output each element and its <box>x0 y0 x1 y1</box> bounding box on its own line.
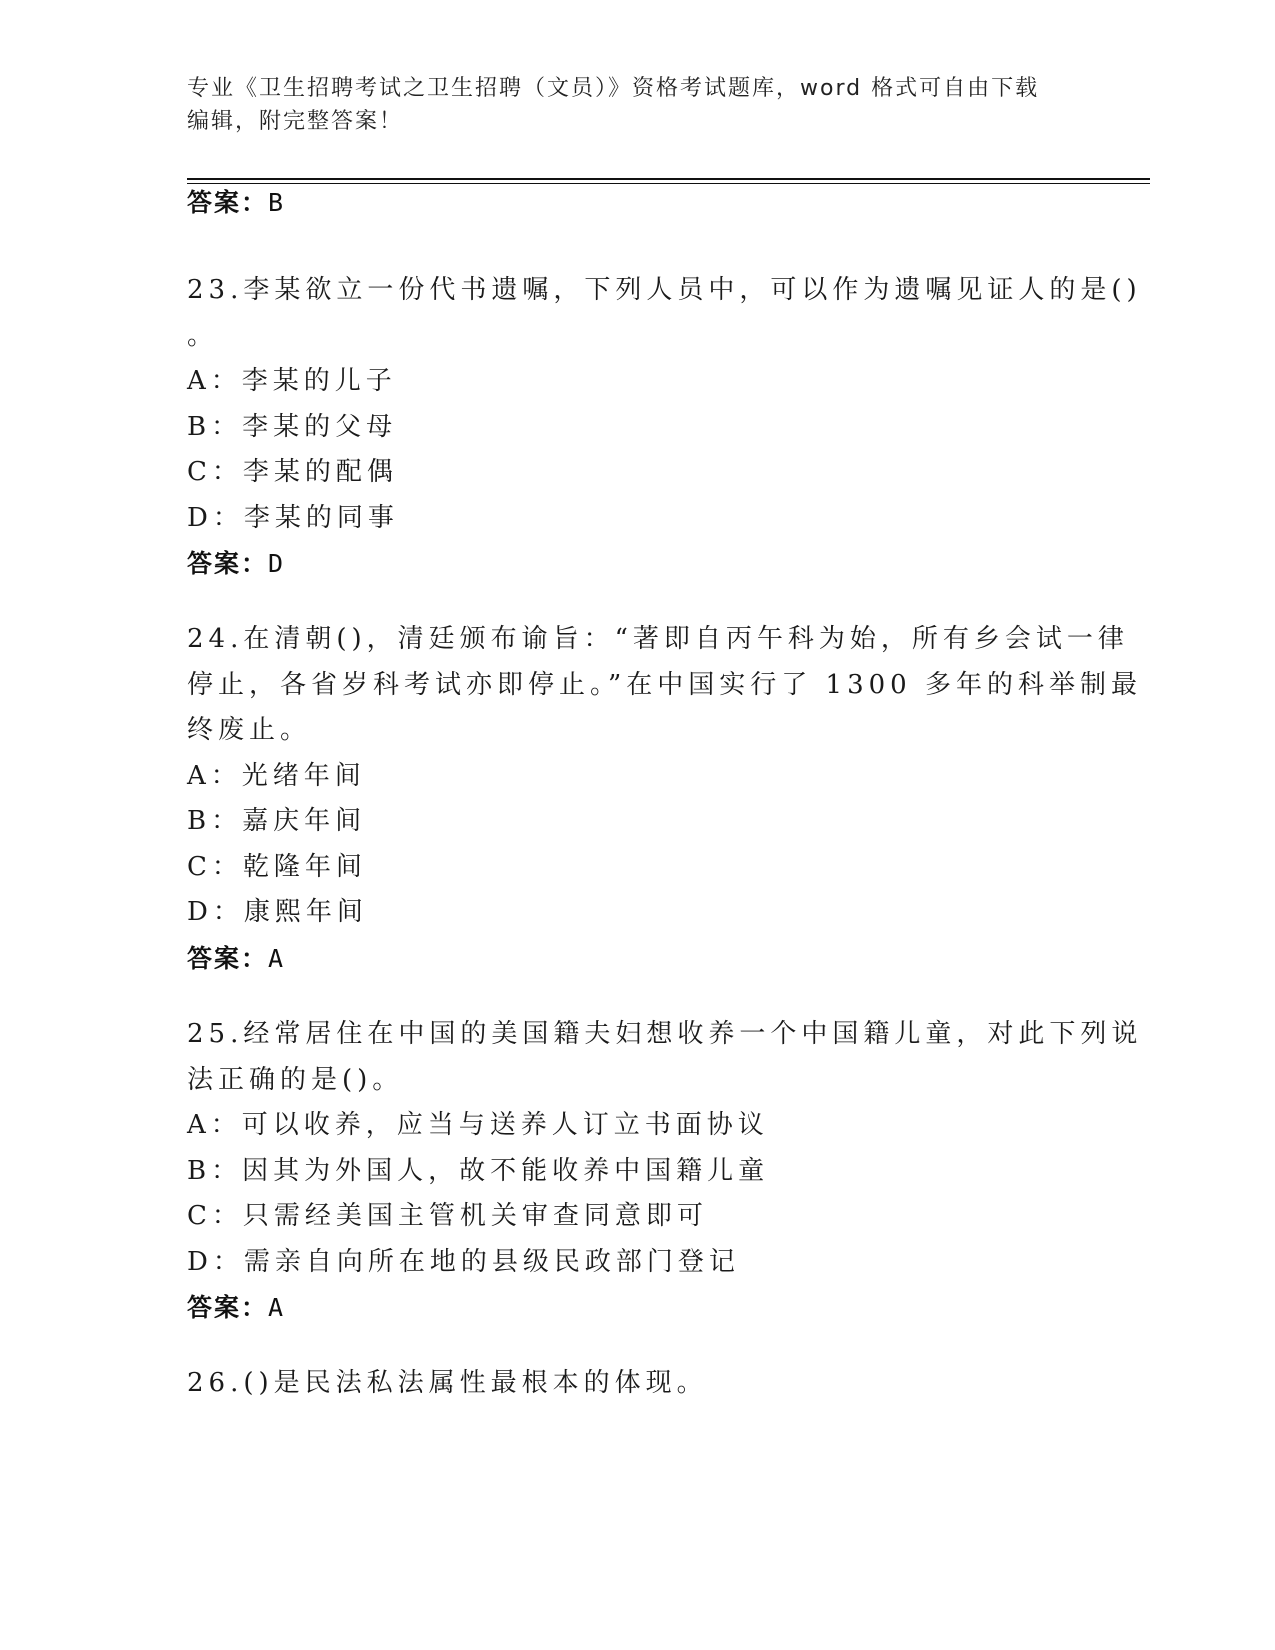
answer-line <box>187 1285 1087 1331</box>
option-b: B：因其为外国人，故不能收养中国籍儿童 <box>187 1155 770 1186</box>
answer-value: A <box>268 943 286 973</box>
option-c: C：乾隆年间 <box>187 851 367 882</box>
question-stem: 23.李某欲立一份代书遗嘱，下列人员中，可以作为遗嘱见证人的是() <box>187 275 1142 305</box>
answer-label: 答案： <box>187 1293 269 1322</box>
option-c: C：只需经美国主管机关审查同意即可 <box>187 1201 708 1231</box>
document-header <box>187 72 1087 138</box>
question-stem: 停止，各省岁科考试亦即停止。”在中国实行了 1300 多年的科举制最 <box>187 669 1142 700</box>
answer-value: D <box>268 549 286 578</box>
option-a: A：光绪年间 <box>187 760 366 791</box>
previous-answer <box>187 180 1087 226</box>
question-stem: 26.()是民法私法属性最根本的体现。 <box>187 1368 708 1398</box>
option-a: A：李某的儿子 <box>187 366 397 396</box>
answer-value: A <box>268 1293 286 1322</box>
question-stem: 终废止。 <box>187 715 312 745</box>
question-stem: 法正确的是()。 <box>187 1064 404 1095</box>
option-d: D：李某的同事 <box>187 502 399 533</box>
option-a: A：可以收养，应当与送养人订立书面协议 <box>187 1110 769 1140</box>
answer-line <box>187 936 1087 982</box>
answer-label: 答案： <box>187 188 269 217</box>
question-23 <box>187 268 1142 587</box>
option-b: B：嘉庆年间 <box>187 806 367 836</box>
option-d: D：需亲自向所在地的县级民政部门登记 <box>187 1246 740 1277</box>
question-25 <box>187 1012 1143 1331</box>
question-26 <box>187 1361 1087 1407</box>
question-24 <box>187 617 1142 981</box>
question-stem: 。 <box>187 320 219 351</box>
question-stem: 25.经常居住在中国的美国籍夫妇想收养一个中国籍儿童，对此下列说 <box>187 1019 1143 1049</box>
answer-value: B <box>268 188 286 217</box>
answer-label: 答案： <box>187 943 269 973</box>
question-stem: 24.在清朝()，清廷颁布谕旨：“著即自丙午科为始，所有乡会试一律 <box>187 624 1129 654</box>
answer-line <box>187 180 1087 226</box>
answer-label: 答案： <box>187 549 269 578</box>
header-line-1: 专业《卫生招聘考试之卫生招聘（文员）》资格考试题库，word 格式可自由下载 <box>187 76 1040 101</box>
option-b: B：李某的父母 <box>187 411 398 442</box>
header-line-2: 编辑，附完整答案！ <box>187 109 404 134</box>
answer-line <box>187 541 1087 587</box>
option-d: D：康熙年间 <box>187 897 368 927</box>
option-c: C：李某的配偶 <box>187 457 398 487</box>
